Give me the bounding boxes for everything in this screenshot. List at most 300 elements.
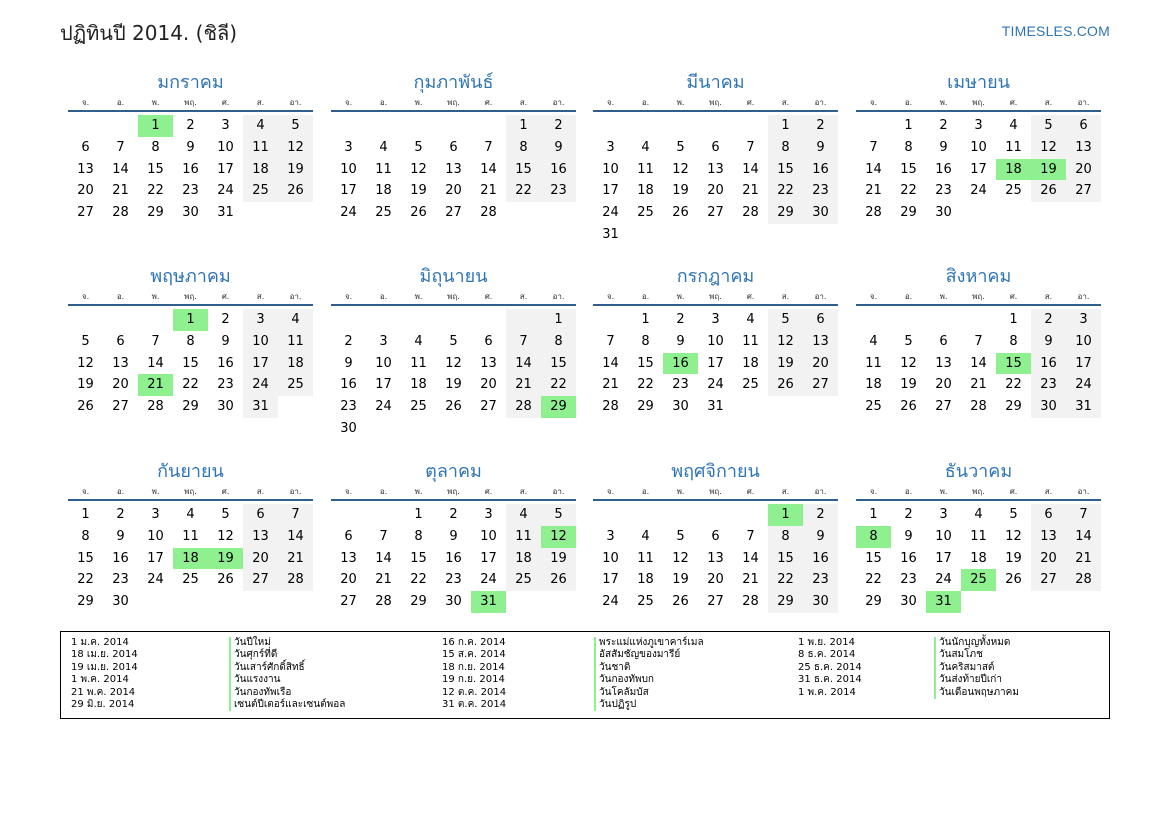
day-cell[interactable]: 7: [379, 528, 388, 544]
day-cell[interactable]: 2: [1031, 309, 1066, 331]
day-cell[interactable]: 12: [1031, 137, 1066, 159]
day-cell[interactable]: 21: [112, 183, 129, 199]
day-cell[interactable]: 6: [939, 333, 948, 349]
day-cell[interactable]: 24: [375, 399, 392, 415]
day-cell[interactable]: 24: [707, 377, 724, 393]
day-cell[interactable]: 1: [414, 507, 423, 522]
day-cell[interactable]: 22: [900, 183, 917, 199]
day-cell[interactable]: 25: [637, 594, 654, 610]
day-cell[interactable]: 21: [602, 377, 619, 393]
day-cell[interactable]: 29: [147, 205, 164, 221]
day-cell[interactable]: 25: [742, 377, 759, 393]
day-cell[interactable]: 23: [935, 183, 952, 199]
day-cell[interactable]: 13: [707, 550, 724, 566]
day-cell[interactable]: 31: [926, 591, 961, 613]
day-cell[interactable]: 27: [935, 399, 952, 415]
day-cell[interactable]: 23: [112, 572, 129, 588]
day-cell[interactable]: 15: [77, 550, 94, 566]
day-cell[interactable]: 5: [676, 528, 685, 544]
day-cell[interactable]: 7: [484, 139, 493, 155]
day-cell[interactable]: 14: [278, 526, 313, 548]
day-cell[interactable]: 1: [506, 115, 541, 137]
day-cell[interactable]: 7: [746, 528, 755, 544]
day-cell[interactable]: 8: [904, 139, 913, 155]
day-cell[interactable]: 13: [935, 355, 952, 371]
day-cell[interactable]: 2: [449, 507, 458, 522]
day-cell[interactable]: 11: [278, 331, 313, 353]
day-cell[interactable]: 22: [506, 180, 541, 202]
day-cell[interactable]: 10: [707, 333, 724, 349]
day-cell[interactable]: 21: [480, 183, 497, 199]
day-cell[interactable]: 23: [445, 572, 462, 588]
day-cell[interactable]: 26: [1031, 180, 1066, 202]
day-cell[interactable]: 23: [803, 569, 838, 591]
day-cell[interactable]: 28: [480, 205, 497, 221]
day-cell[interactable]: 19: [77, 377, 94, 393]
day-cell[interactable]: 6: [1066, 115, 1101, 137]
day-cell[interactable]: 3: [606, 528, 615, 544]
day-cell[interactable]: 10: [243, 331, 278, 353]
day-cell[interactable]: 10: [217, 139, 234, 155]
day-cell[interactable]: 11: [637, 550, 654, 566]
day-cell[interactable]: 3: [221, 118, 230, 133]
day-cell[interactable]: 20: [1066, 159, 1101, 181]
day-cell[interactable]: 26: [1005, 572, 1022, 588]
day-cell[interactable]: 16: [112, 550, 129, 566]
day-cell[interactable]: 10: [480, 528, 497, 544]
day-cell[interactable]: 5: [904, 333, 913, 349]
day-cell[interactable]: 28: [375, 594, 392, 610]
day-cell[interactable]: 28: [970, 399, 987, 415]
day-cell[interactable]: 15: [147, 161, 164, 177]
day-cell[interactable]: 18: [742, 355, 759, 371]
day-cell[interactable]: 7: [974, 333, 983, 349]
day-cell[interactable]: 22: [637, 377, 654, 393]
day-cell[interactable]: 24: [970, 183, 987, 199]
day-cell[interactable]: 25: [637, 205, 654, 221]
day-cell[interactable]: 3: [484, 507, 493, 522]
day-cell[interactable]: 10: [602, 161, 619, 177]
day-cell[interactable]: 30: [445, 594, 462, 610]
day-cell[interactable]: 9: [221, 333, 230, 349]
day-cell[interactable]: 28: [278, 569, 313, 591]
day-cell[interactable]: 4: [506, 504, 541, 526]
day-cell[interactable]: 22: [541, 374, 576, 396]
day-cell[interactable]: 14: [742, 550, 759, 566]
day-cell[interactable]: 26: [900, 399, 917, 415]
day-cell[interactable]: 3: [939, 507, 948, 522]
day-cell[interactable]: 10: [147, 528, 164, 544]
day-cell[interactable]: 10: [1066, 331, 1101, 353]
day-cell[interactable]: 15: [768, 548, 803, 570]
day-cell[interactable]: 20: [1031, 548, 1066, 570]
day-cell[interactable]: 15: [996, 353, 1031, 375]
day-cell[interactable]: 12: [77, 355, 94, 371]
day-cell[interactable]: 8: [151, 139, 160, 155]
day-cell[interactable]: 5: [768, 309, 803, 331]
day-cell[interactable]: 20: [707, 572, 724, 588]
day-cell[interactable]: 29: [77, 594, 94, 610]
day-cell[interactable]: 27: [77, 205, 94, 221]
day-cell[interactable]: 18: [996, 159, 1031, 181]
day-cell[interactable]: 11: [970, 528, 987, 544]
day-cell[interactable]: 18: [865, 377, 882, 393]
day-cell[interactable]: 12: [541, 526, 576, 548]
day-cell[interactable]: 7: [278, 504, 313, 526]
day-cell[interactable]: 7: [1066, 504, 1101, 526]
day-cell[interactable]: 28: [147, 399, 164, 415]
day-cell[interactable]: 3: [151, 507, 160, 522]
day-cell[interactable]: 24: [935, 572, 952, 588]
day-cell[interactable]: 29: [410, 594, 427, 610]
day-cell[interactable]: 6: [344, 528, 353, 544]
day-cell[interactable]: 14: [970, 355, 987, 371]
day-cell[interactable]: 14: [506, 353, 541, 375]
day-cell[interactable]: 12: [445, 355, 462, 371]
day-cell[interactable]: 22: [1005, 377, 1022, 393]
day-cell[interactable]: 25: [961, 569, 996, 591]
day-cell[interactable]: 22: [147, 183, 164, 199]
day-cell[interactable]: 18: [637, 183, 654, 199]
day-cell[interactable]: 15: [900, 161, 917, 177]
day-cell[interactable]: 10: [970, 139, 987, 155]
day-cell[interactable]: 28: [112, 205, 129, 221]
day-cell[interactable]: 14: [1066, 526, 1101, 548]
day-cell[interactable]: 23: [217, 377, 234, 393]
day-cell[interactable]: 19: [672, 183, 689, 199]
day-cell[interactable]: 22: [768, 569, 803, 591]
day-cell[interactable]: 23: [1031, 374, 1066, 396]
day-cell[interactable]: 4: [186, 507, 195, 522]
day-cell[interactable]: 17: [1066, 353, 1101, 375]
day-cell[interactable]: 13: [1031, 526, 1066, 548]
day-cell[interactable]: 12: [410, 161, 427, 177]
day-cell[interactable]: 8: [641, 333, 650, 349]
day-cell[interactable]: 9: [449, 528, 458, 544]
day-cell[interactable]: 2: [186, 118, 195, 133]
day-cell[interactable]: 19: [1031, 159, 1066, 181]
day-cell[interactable]: 17: [243, 353, 278, 375]
day-cell[interactable]: 25: [506, 569, 541, 591]
day-cell[interactable]: 26: [445, 399, 462, 415]
day-cell[interactable]: 25: [865, 399, 882, 415]
day-cell[interactable]: 24: [340, 205, 357, 221]
day-cell[interactable]: 8: [768, 526, 803, 548]
day-cell[interactable]: 9: [803, 526, 838, 548]
day-cell[interactable]: 17: [217, 161, 234, 177]
day-cell[interactable]: 7: [116, 139, 125, 155]
day-cell[interactable]: 15: [768, 159, 803, 181]
day-cell[interactable]: 1: [768, 504, 803, 526]
day-cell[interactable]: 4: [869, 333, 878, 349]
day-cell[interactable]: 27: [243, 569, 278, 591]
day-cell[interactable]: 2: [541, 115, 576, 137]
day-cell[interactable]: 12: [217, 528, 234, 544]
day-cell[interactable]: 16: [1031, 353, 1066, 375]
day-cell[interactable]: 20: [803, 353, 838, 375]
day-cell[interactable]: 7: [606, 333, 615, 349]
day-cell[interactable]: 27: [707, 594, 724, 610]
day-cell[interactable]: 4: [641, 528, 650, 544]
day-cell[interactable]: 19: [208, 548, 243, 570]
day-cell[interactable]: 20: [445, 183, 462, 199]
day-cell[interactable]: 5: [541, 504, 576, 526]
day-cell[interactable]: 21: [742, 183, 759, 199]
day-cell[interactable]: 22: [77, 572, 94, 588]
day-cell[interactable]: 21: [970, 377, 987, 393]
day-cell[interactable]: 12: [900, 355, 917, 371]
day-cell[interactable]: 3: [243, 309, 278, 331]
day-cell[interactable]: 17: [602, 572, 619, 588]
day-cell[interactable]: 5: [221, 507, 230, 522]
day-cell[interactable]: 4: [746, 312, 755, 327]
day-cell[interactable]: 20: [935, 377, 952, 393]
day-cell[interactable]: 4: [414, 333, 423, 349]
day-cell[interactable]: 17: [375, 377, 392, 393]
day-cell[interactable]: 18: [410, 377, 427, 393]
day-cell[interactable]: 18: [506, 548, 541, 570]
day-cell[interactable]: 6: [116, 333, 125, 349]
day-cell[interactable]: 17: [970, 161, 987, 177]
day-cell[interactable]: 30: [803, 202, 838, 224]
day-cell[interactable]: 4: [1009, 118, 1018, 133]
day-cell[interactable]: 15: [865, 550, 882, 566]
day-cell[interactable]: 16: [803, 159, 838, 181]
day-cell[interactable]: 2: [803, 504, 838, 526]
day-cell[interactable]: 31: [1066, 396, 1101, 418]
day-cell[interactable]: 19: [1005, 550, 1022, 566]
day-cell[interactable]: 27: [112, 399, 129, 415]
day-cell[interactable]: 15: [637, 355, 654, 371]
day-cell[interactable]: 23: [541, 180, 576, 202]
day-cell[interactable]: 28: [506, 396, 541, 418]
day-cell[interactable]: 16: [217, 355, 234, 371]
day-cell[interactable]: 3: [1066, 309, 1101, 331]
day-cell[interactable]: 24: [243, 374, 278, 396]
day-cell[interactable]: 15: [506, 159, 541, 181]
day-cell[interactable]: 2: [221, 312, 230, 327]
day-cell[interactable]: 4: [974, 507, 983, 522]
day-cell[interactable]: 16: [663, 353, 698, 375]
day-cell[interactable]: 1: [81, 507, 90, 522]
day-cell[interactable]: 14: [865, 161, 882, 177]
day-cell[interactable]: 28: [1066, 569, 1101, 591]
day-cell[interactable]: 14: [602, 355, 619, 371]
day-cell[interactable]: 5: [1031, 115, 1066, 137]
day-cell[interactable]: 14: [112, 161, 129, 177]
day-cell[interactable]: 9: [939, 139, 948, 155]
day-cell[interactable]: 9: [1031, 331, 1066, 353]
day-cell[interactable]: 29: [637, 399, 654, 415]
day-cell[interactable]: 11: [742, 333, 759, 349]
day-cell[interactable]: 8: [506, 137, 541, 159]
day-cell[interactable]: 31: [217, 205, 234, 221]
day-cell[interactable]: 9: [803, 137, 838, 159]
day-cell[interactable]: 20: [112, 377, 129, 393]
day-cell[interactable]: 2: [904, 507, 913, 522]
day-cell[interactable]: 9: [904, 528, 913, 544]
day-cell[interactable]: 2: [803, 115, 838, 137]
day-cell[interactable]: 6: [1031, 504, 1066, 526]
day-cell[interactable]: 4: [243, 115, 278, 137]
day-cell[interactable]: 27: [1066, 180, 1101, 202]
day-cell[interactable]: 9: [344, 355, 353, 371]
day-cell[interactable]: 21: [1066, 548, 1101, 570]
day-cell[interactable]: 11: [243, 137, 278, 159]
day-cell[interactable]: 20: [480, 377, 497, 393]
day-cell[interactable]: 2: [116, 507, 125, 522]
day-cell[interactable]: 26: [672, 594, 689, 610]
day-cell[interactable]: 17: [602, 183, 619, 199]
day-cell[interactable]: 25: [243, 180, 278, 202]
day-cell[interactable]: 25: [410, 399, 427, 415]
day-cell[interactable]: 24: [602, 205, 619, 221]
day-cell[interactable]: 19: [900, 377, 917, 393]
day-cell[interactable]: 1: [1009, 312, 1018, 327]
day-cell[interactable]: 30: [672, 399, 689, 415]
day-cell[interactable]: 8: [1009, 333, 1018, 349]
day-cell[interactable]: 25: [278, 374, 313, 396]
day-cell[interactable]: 18: [637, 572, 654, 588]
day-cell[interactable]: 16: [541, 159, 576, 181]
day-cell[interactable]: 11: [865, 355, 882, 371]
day-cell[interactable]: 12: [672, 161, 689, 177]
day-cell[interactable]: 18: [173, 548, 208, 570]
day-cell[interactable]: 11: [410, 355, 427, 371]
day-cell[interactable]: 13: [112, 355, 129, 371]
day-cell[interactable]: 27: [1031, 569, 1066, 591]
day-cell[interactable]: 20: [77, 183, 94, 199]
day-cell[interactable]: 7: [869, 139, 878, 155]
day-cell[interactable]: 23: [803, 180, 838, 202]
day-cell[interactable]: 26: [672, 205, 689, 221]
day-cell[interactable]: 11: [637, 161, 654, 177]
day-cell[interactable]: 26: [410, 205, 427, 221]
day-cell[interactable]: 30: [1031, 396, 1066, 418]
day-cell[interactable]: 5: [414, 139, 423, 155]
day-cell[interactable]: 27: [480, 399, 497, 415]
day-cell[interactable]: 16: [340, 377, 357, 393]
day-cell[interactable]: 26: [278, 180, 313, 202]
day-cell[interactable]: 9: [541, 137, 576, 159]
day-cell[interactable]: 15: [182, 355, 199, 371]
day-cell[interactable]: 10: [602, 550, 619, 566]
day-cell[interactable]: 13: [77, 161, 94, 177]
day-cell[interactable]: 21: [278, 548, 313, 570]
day-cell[interactable]: 12: [672, 550, 689, 566]
day-cell[interactable]: 5: [81, 333, 90, 349]
day-cell[interactable]: 28: [742, 594, 759, 610]
day-cell[interactable]: 14: [375, 550, 392, 566]
day-cell[interactable]: 30: [935, 205, 952, 221]
day-cell[interactable]: 7: [506, 331, 541, 353]
day-cell[interactable]: 23: [900, 572, 917, 588]
day-cell[interactable]: 17: [707, 355, 724, 371]
day-cell[interactable]: 20: [340, 572, 357, 588]
day-cell[interactable]: 4: [641, 139, 650, 155]
day-cell[interactable]: 18: [243, 159, 278, 181]
day-cell[interactable]: 10: [935, 528, 952, 544]
day-cell[interactable]: 1: [138, 115, 173, 137]
day-cell[interactable]: 10: [375, 355, 392, 371]
day-cell[interactable]: 24: [480, 572, 497, 588]
day-cell[interactable]: 30: [340, 420, 357, 436]
day-cell[interactable]: 21: [865, 183, 882, 199]
day-cell[interactable]: 8: [186, 333, 195, 349]
day-cell[interactable]: 30: [803, 591, 838, 613]
day-cell[interactable]: 3: [711, 312, 720, 327]
day-cell[interactable]: 28: [865, 205, 882, 221]
day-cell[interactable]: 7: [151, 333, 160, 349]
day-cell[interactable]: 2: [344, 333, 353, 349]
day-cell[interactable]: 29: [182, 399, 199, 415]
day-cell[interactable]: 15: [410, 550, 427, 566]
day-cell[interactable]: 14: [742, 161, 759, 177]
day-cell[interactable]: 11: [506, 526, 541, 548]
day-cell[interactable]: 22: [410, 572, 427, 588]
day-cell[interactable]: 6: [484, 333, 493, 349]
day-cell[interactable]: 8: [541, 331, 576, 353]
day-cell[interactable]: 29: [900, 205, 917, 221]
day-cell[interactable]: 2: [676, 312, 685, 327]
day-cell[interactable]: 27: [340, 594, 357, 610]
day-cell[interactable]: 29: [768, 202, 803, 224]
day-cell[interactable]: 17: [480, 550, 497, 566]
day-cell[interactable]: 1: [173, 309, 208, 331]
day-cell[interactable]: 5: [1009, 507, 1018, 522]
day-cell[interactable]: 19: [768, 353, 803, 375]
day-cell[interactable]: 3: [344, 139, 353, 155]
day-cell[interactable]: 26: [217, 572, 234, 588]
day-cell[interactable]: 27: [445, 205, 462, 221]
day-cell[interactable]: 21: [375, 572, 392, 588]
day-cell[interactable]: 8: [81, 528, 90, 544]
day-cell[interactable]: 28: [742, 205, 759, 221]
day-cell[interactable]: 25: [375, 205, 392, 221]
day-cell[interactable]: 2: [939, 118, 948, 133]
day-cell[interactable]: 22: [865, 572, 882, 588]
day-cell[interactable]: 6: [243, 504, 278, 526]
day-cell[interactable]: 22: [768, 180, 803, 202]
day-cell[interactable]: 9: [186, 139, 195, 155]
day-cell[interactable]: 1: [541, 309, 576, 331]
day-cell[interactable]: 3: [974, 118, 983, 133]
day-cell[interactable]: 13: [340, 550, 357, 566]
day-cell[interactable]: 22: [182, 377, 199, 393]
day-cell[interactable]: 8: [856, 526, 891, 548]
day-cell[interactable]: 30: [900, 594, 917, 610]
day-cell[interactable]: 18: [375, 183, 392, 199]
day-cell[interactable]: 1: [904, 118, 913, 133]
day-cell[interactable]: 1: [641, 312, 650, 327]
brand-link[interactable]: TIMESLES.COM: [1001, 23, 1110, 39]
day-cell[interactable]: 24: [602, 594, 619, 610]
day-cell[interactable]: 17: [935, 550, 952, 566]
day-cell[interactable]: 29: [541, 396, 576, 418]
day-cell[interactable]: 29: [1005, 399, 1022, 415]
day-cell[interactable]: 13: [707, 161, 724, 177]
day-cell[interactable]: 4: [379, 139, 388, 155]
day-cell[interactable]: 7: [746, 139, 755, 155]
day-cell[interactable]: 26: [768, 374, 803, 396]
day-cell[interactable]: 8: [768, 137, 803, 159]
day-cell[interactable]: 1: [869, 507, 878, 522]
day-cell[interactable]: 16: [803, 548, 838, 570]
day-cell[interactable]: 21: [506, 374, 541, 396]
day-cell[interactable]: 12: [768, 331, 803, 353]
day-cell[interactable]: 11: [182, 528, 199, 544]
day-cell[interactable]: 14: [480, 161, 497, 177]
